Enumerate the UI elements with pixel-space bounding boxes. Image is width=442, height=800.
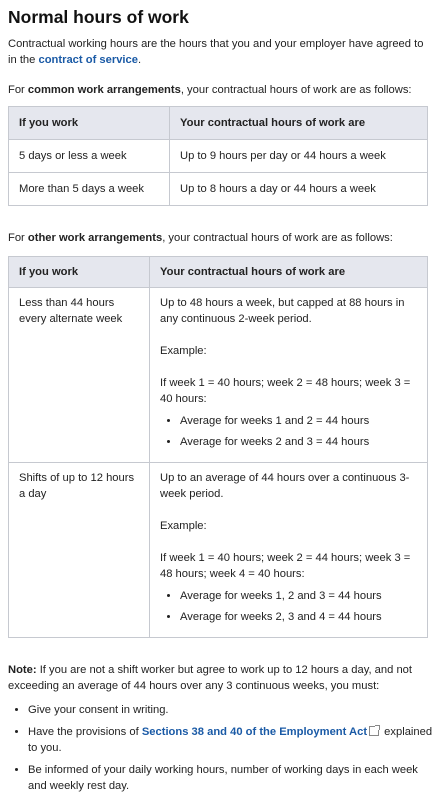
- table-row: [9, 173, 428, 206]
- lead1-post: , your contractual hours of work are as follows:: [180, 84, 412, 96]
- list-item: • Average for weeks 2 and 3 = 44 hours: [180, 434, 417, 450]
- note-text: If you are not a shift worker but agree to work up to 12 hours a day, and not exceeding an average of 44 hours over any 3 continuous weeks, you must:: [8, 664, 413, 692]
- common-arrangements-lead: [8, 82, 434, 98]
- cell-description: Up to 48 hours a week, but capped at 88 hours in any continuous 2-week period.: [160, 297, 405, 325]
- contract-of-service-link[interactable]: contract of service: [38, 54, 138, 66]
- lead1-pre: For: [8, 84, 28, 96]
- table-cell: 5 days or less a week: [9, 140, 170, 173]
- employment-act-link[interactable]: Sections 38 and 40 of the Employment Act: [141, 726, 368, 738]
- note-item-post: explained to you.: [28, 726, 433, 754]
- list-item: • Average for weeks 2, 3 and 4 = 44 hours: [180, 609, 417, 625]
- intro-paragraph: [8, 36, 434, 68]
- list-item: • Average for weeks 1, 2 and 3 = 44 hours: [180, 588, 417, 604]
- table-header-cell: If you work: [9, 257, 150, 288]
- external-link-icon: [369, 726, 379, 736]
- lead2-pre: For: [8, 232, 28, 244]
- other-arrangements-lead: [8, 230, 434, 246]
- table-row: [9, 140, 428, 173]
- list-item: [28, 724, 434, 756]
- example-text: If week 1 = 40 hours; week 2 = 44 hours; week 3 = 48 hours; week 4 = 40 hours:: [160, 552, 411, 580]
- table-cell: [150, 288, 428, 463]
- example-text: If week 1 = 40 hours; week 2 = 48 hours; week 3 = 40 hours:: [160, 377, 411, 405]
- note-paragraph: [8, 662, 434, 694]
- common-hours-table: [8, 106, 428, 206]
- lead1-bold: common work arrangements: [27, 84, 181, 96]
- table-cell: More than 5 days a week: [9, 173, 170, 206]
- lead2-post: , your contractual hours of work are as follows:: [162, 232, 393, 244]
- table-cell: Up to 9 hours per day or 44 hours a week: [170, 140, 428, 173]
- table-header-cell: Your contractual hours of work are: [170, 107, 428, 140]
- list-item: • Be informed of your daily working hours, number of working days in each week and weekly rest day.: [28, 762, 434, 794]
- table-header-row: [9, 107, 428, 140]
- example-list: [160, 588, 417, 625]
- list-item: • Average for weeks 1 and 2 = 44 hours: [180, 413, 417, 429]
- table-cell: Less than 44 hours every alternate week: [9, 288, 150, 463]
- example-label: Example:: [160, 345, 207, 357]
- intro-text: Contractual working hours are the hours that you and your employer have agreed to in the: [8, 38, 424, 66]
- list-item: • Give your consent in writing.: [28, 702, 434, 718]
- table-row: [9, 463, 428, 638]
- note-list: [8, 702, 434, 794]
- table-cell: Shifts of up to 12 hours a day: [9, 463, 150, 638]
- example-label: Example:: [160, 520, 207, 532]
- table-header-cell: Your contractual hours of work are: [150, 257, 428, 288]
- table-row: [9, 288, 428, 463]
- table-header-row: [9, 257, 428, 288]
- page-title: Normal hours of work: [8, 7, 189, 27]
- lead2-bold: other work arrangements: [27, 232, 163, 244]
- cell-description: Up to an average of 44 hours over a continuous 3-week period.: [160, 472, 410, 500]
- note-label: Note:: [8, 664, 37, 676]
- other-hours-table: [8, 256, 428, 638]
- example-list: [160, 413, 417, 450]
- intro-end: .: [137, 54, 142, 66]
- table-cell: Up to 8 hours a day or 44 hours a week: [170, 173, 428, 206]
- table-header-cell: If you work: [9, 107, 170, 140]
- note-item-pre: Have the provisions of: [28, 726, 142, 738]
- table-cell: [150, 463, 428, 638]
